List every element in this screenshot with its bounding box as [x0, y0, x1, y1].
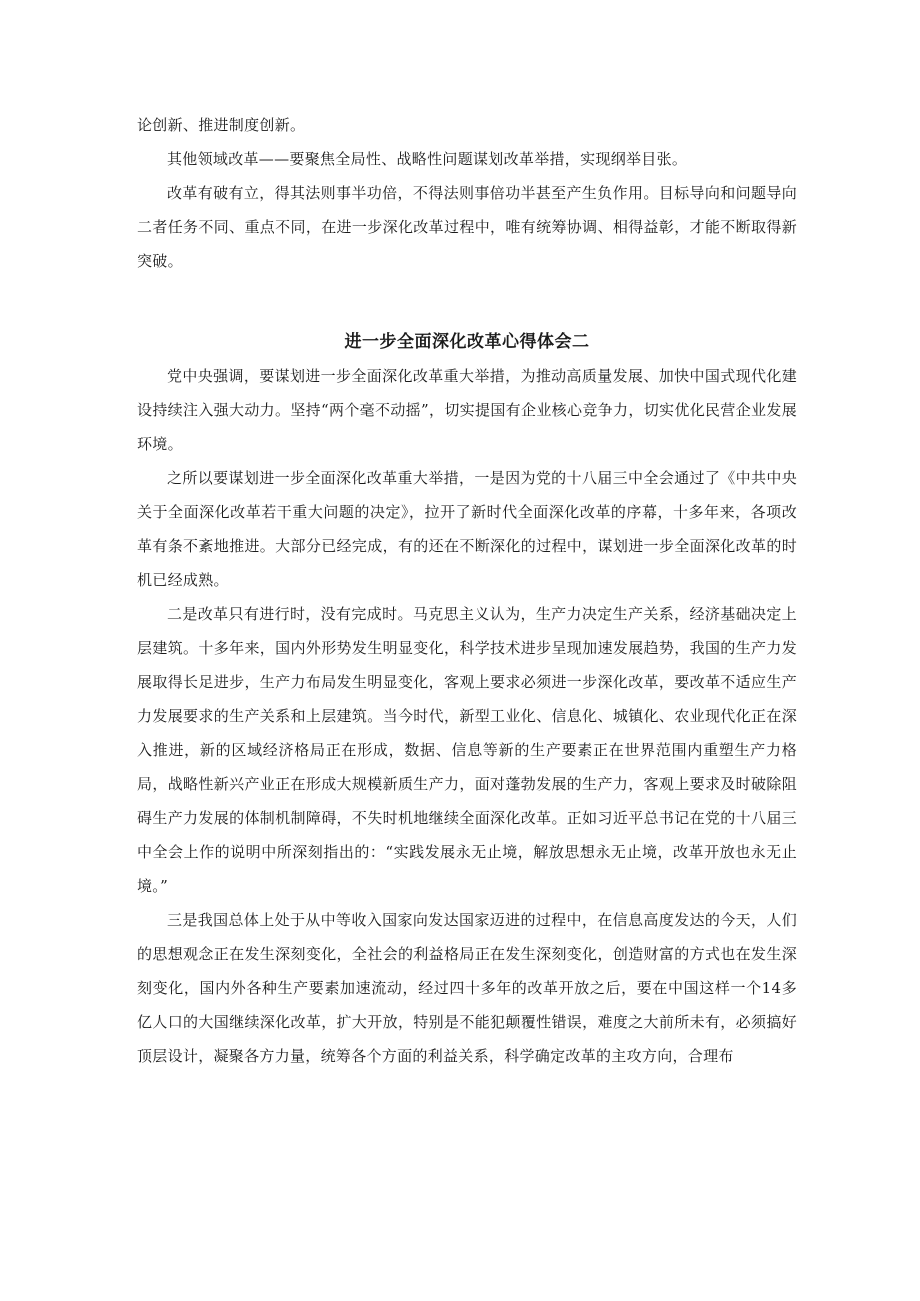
- section-title: 进一步全面深化改革心得体会二: [344, 332, 590, 352]
- paragraph-reason-one: 之所以要谋划进一步全面深化改革重大举措，一是因为党的十八届三中全会通过了《中共中央关于全面深化改革若干重大问题的决定》，拉开了新时代全面深化改革的序幕，十多年来，各项改革有条不紊地推进。大部分已经完成，有的还在不断深化的过程中，谋划进一步全面深化改革的时机已经成熟。: [137, 469, 797, 589]
- paragraph-central-committee: 党中央强调，要谋划进一步全面深化改革重大举措，为推动高质量发展、加快中国式现代化建设持续注入强大动力。坚持“两个毫不动摇”，切实提国有企业核心竞争力，切实优化民营企业发展环境。: [137, 367, 797, 453]
- paragraph-breaking-and-building: 改革有破有立，得其法则事半功倍，不得法则事倍功半甚至产生负作用。目标导向和问题导向二者任务不同、重点不同，在进一步深化改革过程中，唯有统筹协调、相得益彰，才能不断取得新突破。: [137, 184, 797, 270]
- paragraph-reason-three: 三是我国总体上处于从中等收入国家向发达国家迈进的过程中，在信息高度发达的今天，人们的思想观念正在发生深刻变化，全社会的利益格局正在发生深刻变化，创造财富的方式也在发生深刻变化，国内外各种生产要素加速流动，经过四十多年的改革开放之后，要在中国这样一个14多亿人口的大国继续深化改革，扩大开放，特别是不能犯颠覆性错误，难度之大前所未有，必须搞好顶层设计，凝聚各方力量，统筹各个方面的利益关系，科学确定改革的主攻方向，合理布: [137, 911, 797, 1065]
- paragraph-reason-two: 二是改革只有进行时，没有完成时。马克思主义认为，生产力决定生产关系，经济基础决定上层建筑。十多年来，国内外形势发生明显变化，科学技术进步呈现加速发展趋势，我国的生产力发展取得长足进步，生产力布局发生明显变化，客观上要求必须进一步深化改革，要改革不适应生产力发展要求的生产关系和上层建筑。当今时代，新型工业化、信息化、城镇化、农业现代化正在深入推进，新的区域经济格局正在形成，数据、信息等新的生产要素正在世界范围内重塑生产力格局，战略性新兴产业正在形成大规模新质生产力，面对蓬勃发展的生产力，客观上要求及时破除阻碍生产力发展的体制机制障碍，不失时机地继续全面深化改革。正如习近平总书记在党的十八届三中全会上作的说明中所深刻指出的：“实践发展永无止境，解放思想永无止境，改革开放也永无止境。”: [137, 605, 797, 895]
- document-page: [137, 108, 797, 1073]
- paragraph-other-fields-reform: 其他领域改革——要聚焦全局性、战略性问题谋划改革举措，实现纲举目张。: [167, 150, 688, 168]
- paragraph-continuation: 论创新、推进制度创新。: [137, 116, 306, 134]
